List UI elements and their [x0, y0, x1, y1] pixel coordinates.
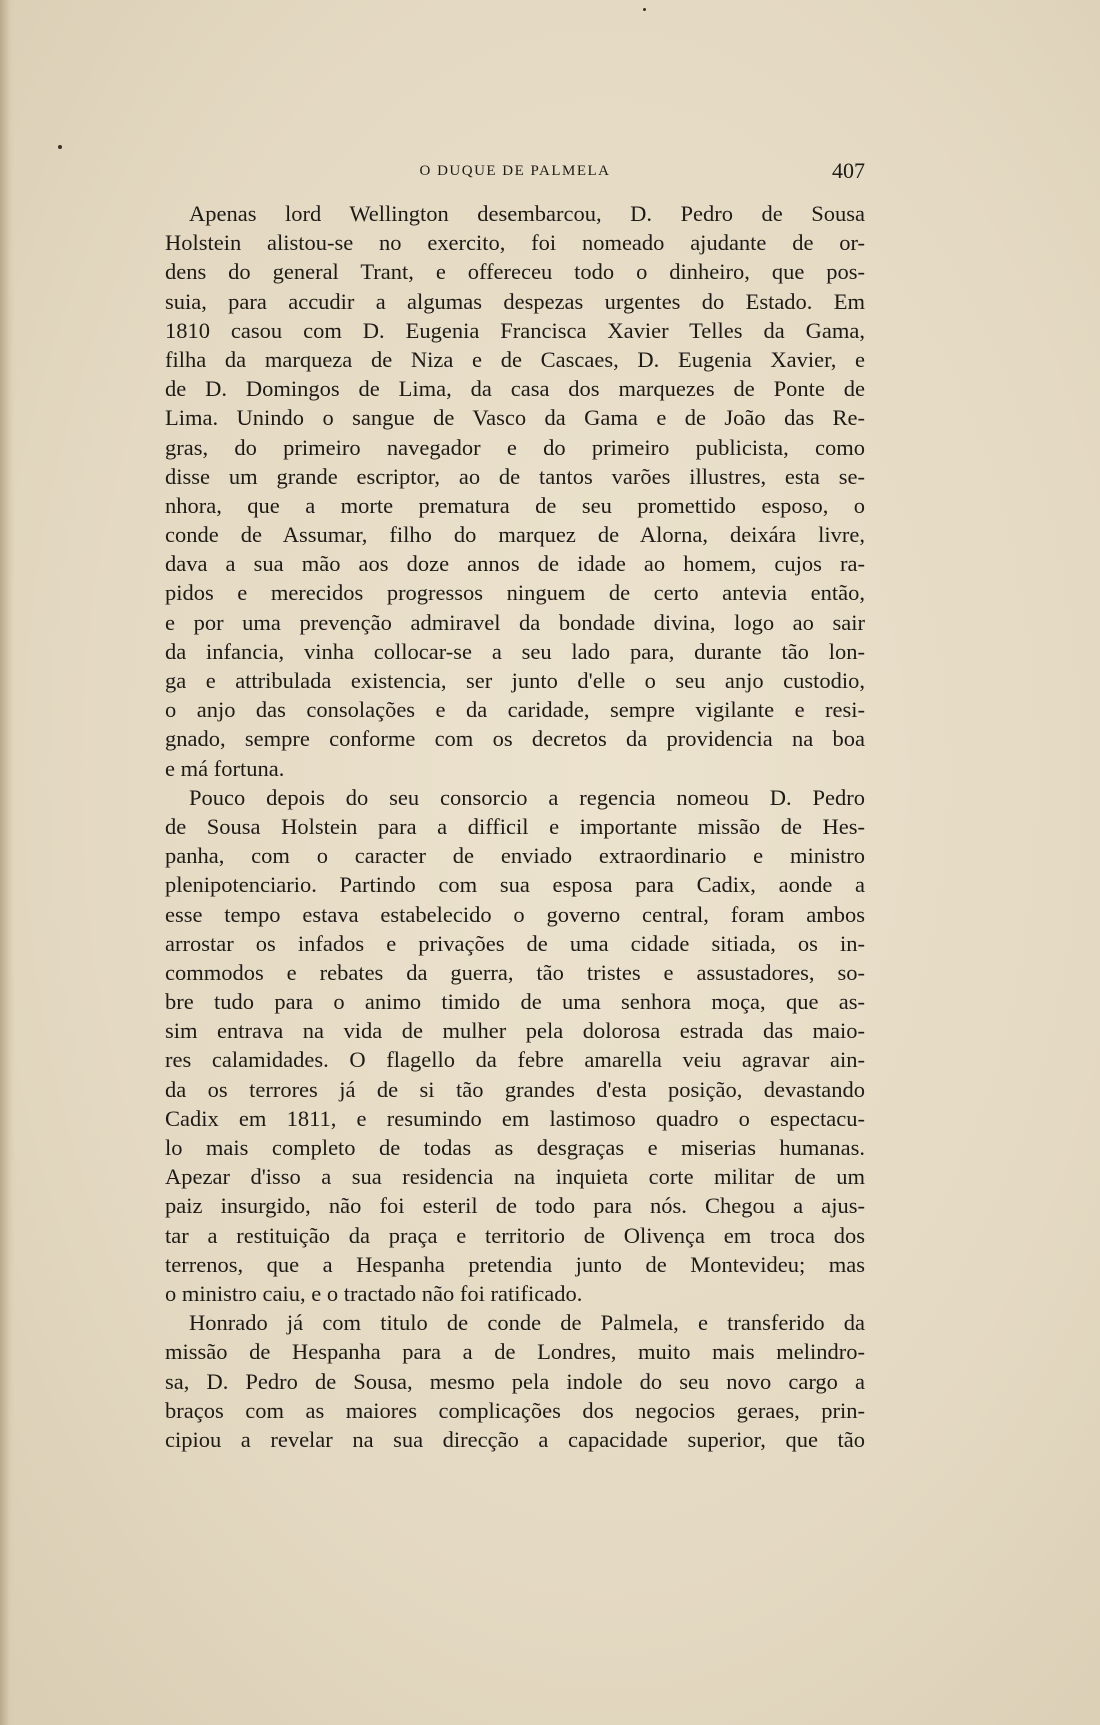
text-line: Pouco depois do seu consorcio a regencia nomeou D. Pedro — [189, 784, 865, 810]
body-text — [165, 199, 865, 1454]
text-line: pidos e merecidos progressos ninguem de certo antevia então, — [165, 580, 865, 606]
text-line: da os terrores já de si tão grandes d'esta posição, devastando — [165, 1076, 865, 1102]
paragraph — [165, 199, 865, 783]
text-line: de Sousa Holstein para a difficil e importante missão de Hes- — [165, 813, 865, 839]
text-line: tar a restituição da praça e territorio de Olivença em troca dos — [165, 1222, 865, 1248]
text-line: bre tudo para o animo timido de uma senhora moça, que as- — [165, 989, 865, 1015]
text-line: Lima. Unindo o sangue de Vasco da Gama e de João das Re- — [165, 405, 865, 431]
text-line: terrenos, que a Hespanha pretendia junto de Montevideu; mas — [165, 1251, 865, 1277]
text-line: 1810 casou com D. Eugenia Francisca Xavier Telles da Gama, — [165, 317, 865, 343]
text-line: gras, do primeiro navegador e do primeiro publicista, como — [165, 434, 865, 460]
text-line: lo mais completo de todas as desgraças e miserias humanas. — [165, 1135, 865, 1160]
text-line: suia, para accudir a algumas despezas urgentes do Estado. Em — [165, 288, 865, 314]
paragraph — [165, 1308, 865, 1454]
ink-speck — [643, 8, 646, 11]
page-edge-shadow — [0, 0, 14, 1725]
text-line: filha da marqueza de Niza e de Cascaes, D. Eugenia Xavier, e — [165, 346, 865, 372]
text-line: Cadix em 1811, e resumindo em lastimoso quadro o espectacu- — [165, 1105, 865, 1131]
text-line: conde de Assumar, filho do marquez de Alorna, deixára livre, — [165, 522, 865, 548]
text-line: res calamidades. O flagello da febre amarella veiu agravar ain- — [165, 1047, 865, 1073]
text-line: da infancia, vinha collocar-se a seu lado para, durante tão lon- — [165, 638, 865, 664]
text-line: gnado, sempre conforme com os decretos da providencia na boa — [165, 726, 865, 752]
text-line: arrostar os infados e privações de uma cidade sitiada, os in- — [165, 930, 865, 956]
text-line: Apezar d'isso a sua residencia na inquieta corte militar de um — [165, 1164, 865, 1190]
running-title: O DUQUE DE PALMELA — [419, 163, 611, 179]
text-line: nhora, que a morte prematura de seu promettido esposo, o — [165, 492, 865, 518]
text-line: cipiou a revelar na sua direcção a capacidade superior, que tão — [165, 1426, 865, 1452]
text-line: o ministro caiu, e o tractado não foi ratificado. — [165, 1280, 583, 1306]
text-line: Honrado já com titulo de conde de Palmela, e transferido da — [189, 1310, 865, 1336]
text-line: paiz insurgido, não foi esteril de todo para nós. Chegou a ajus- — [165, 1193, 865, 1219]
text-line: o anjo das consolações e da caridade, sempre vigilante e resi- — [165, 697, 865, 723]
text-line: dens do general Trant, e offereceu todo o dinheiro, que pos- — [165, 259, 865, 285]
text-line: Apenas lord Wellington desembarcou, D. Pedro de Sousa — [189, 201, 865, 226]
paragraph — [165, 783, 865, 1308]
text-line: braços com as maiores complicações dos negocios geraes, prin- — [165, 1397, 865, 1423]
text-line: sa, D. Pedro de Sousa, mesmo pela indole do seu novo cargo a — [165, 1368, 865, 1394]
text-line: disse um grande escriptor, ao de tantos varões illustres, esta se- — [165, 463, 865, 489]
text-line: esse tempo estava estabelecido o governo central, foram ambos — [165, 901, 865, 927]
page-header — [165, 158, 865, 188]
text-line: commodos e rebates da guerra, tão tristes e assustadores, so- — [165, 959, 865, 985]
text-line: e má fortuna. — [165, 755, 285, 781]
text-line: dava a sua mão aos doze annos de idade ao homem, cujos ra- — [165, 551, 865, 577]
text-line: panha, com o caracter de enviado extraordinario e ministro — [165, 843, 865, 869]
text-line: Holstein alistou-se no exercito, foi nomeado ajudante de or- — [165, 230, 865, 256]
text-line: de D. Domingos de Lima, da casa dos marquezes de Ponte de — [165, 376, 865, 402]
text-line: missão de Hespanha para a de Londres, muito mais melindro- — [165, 1339, 865, 1365]
text-line: sim entrava na vida de mulher pela dolorosa estrada das maio- — [165, 1018, 865, 1044]
page-number: 407 — [832, 158, 865, 183]
text-line: e por uma prevenção admiravel da bondade divina, logo ao sair — [165, 609, 865, 635]
text-line: ga e attribulada existencia, ser junto d'elle o seu anjo custodio, — [165, 668, 865, 693]
ink-speck — [58, 145, 62, 149]
text-line: plenipotenciario. Partindo com sua esposa para Cadix, aonde a — [165, 872, 865, 898]
